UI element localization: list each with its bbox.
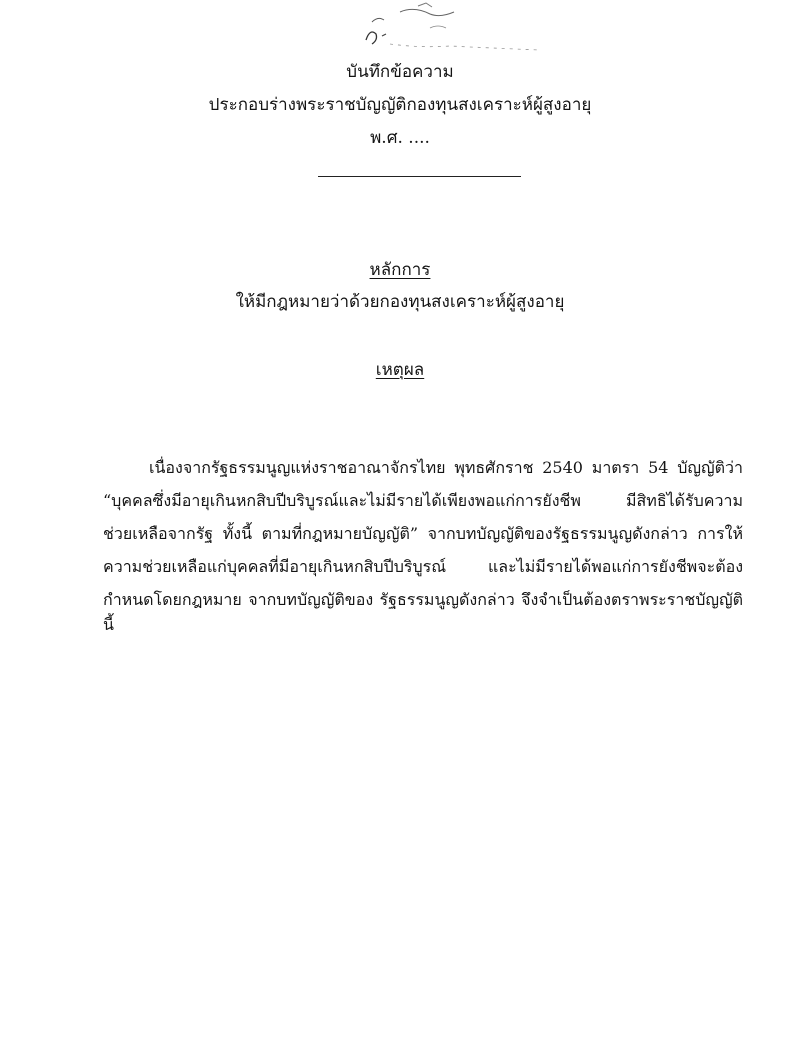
title-divider bbox=[318, 176, 521, 177]
reason-line: “บุคคลซึ่งมีอายุเกินหกสิบปีบริบูรณ์และไม่มีรายได้เพียงพอแก่การยังชีพ มีสิทธิได้รับความ bbox=[103, 491, 743, 510]
reason-line: เนื่องจากรัฐธรรมนูญแห่งราชอาณาจักรไทย พุทธศักราช 2540 มาตรา 54 บัญญัติว่า bbox=[149, 458, 743, 477]
principle-heading: หลักการ bbox=[369, 260, 431, 280]
reason-line: กำหนดโดยกฎหมาย จากบทบัญญัติของ รัฐธรรมนูญดังกล่าว จึงจำเป็นต้องตราพระราชบัญญัตินี้ bbox=[103, 590, 743, 634]
reason-line: ช่วยเหลือจากรัฐ ทั้งนี้ ตามที่กฎหมายบัญญัติ” จากบทบัญญัติของรัฐธรรมนูญดังกล่าว การให้ bbox=[103, 524, 743, 543]
memo-subtitle: ประกอบร่างพระราชบัญญัติกองทุนสงเคราะห์ผู้สูงอายุ bbox=[208, 95, 592, 115]
reason-heading: เหตุผล bbox=[375, 360, 425, 380]
memo-title: บันทึกข้อความ bbox=[346, 62, 454, 82]
memo-year: พ.ศ. .... bbox=[370, 128, 430, 148]
reason-line: ความช่วยเหลือแก่บุคคลที่มีอายุเกินหกสิบปีบริบูรณ์ และไม่มีรายได้พอแก่การยังชีพจะต้อง bbox=[103, 557, 743, 576]
principle-text: ให้มีกฎหมายว่าด้วยกองทุนสงเคราะห์ผู้สูงอายุ bbox=[235, 292, 565, 312]
handwritten-mark bbox=[360, 0, 550, 58]
